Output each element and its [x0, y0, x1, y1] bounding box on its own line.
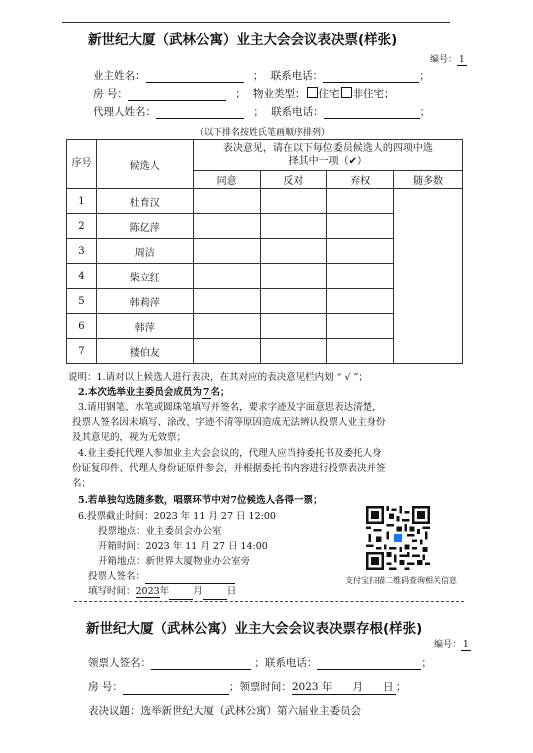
abstain-cell[interactable]: [327, 314, 394, 339]
note-6: 6.投票截止时间：2023 年 11 月 27 日 12:00: [78, 511, 276, 522]
note-4a: 4.业主委托代理人参加业主大会会议的，代理人应当持委托书及委托人身: [78, 448, 382, 459]
candidate-name: 韩莉萍: [96, 289, 193, 314]
abstain-cell[interactable]: [327, 339, 394, 364]
candidate-name: 楼伯友: [96, 339, 193, 364]
vote-table: [66, 139, 463, 364]
agree-cell[interactable]: [193, 264, 260, 289]
header-candidate: 候选人: [96, 140, 193, 189]
stub-phone-field[interactable]: [317, 657, 421, 670]
owner-name-row: 业主姓名： ； 联系电话： ；: [93, 70, 430, 82]
proxy-row: 代理人姓名： ； 联系电话： ；: [93, 106, 431, 118]
header-abstain: 弃权: [327, 171, 394, 189]
qr-code-icon: [366, 506, 430, 570]
fill-month-field[interactable]: [169, 587, 193, 600]
owner-name-field[interactable]: [146, 70, 244, 83]
stub-receiver-field[interactable]: [151, 657, 251, 670]
row-index: 4: [67, 264, 97, 289]
stub-room-field[interactable]: [123, 682, 229, 695]
table-row: [67, 189, 463, 214]
open-time: 开箱时间：2023 年 11 月 27 日 14:00: [98, 541, 268, 552]
cut-line: [74, 601, 464, 602]
abstain-cell[interactable]: [327, 189, 394, 214]
header-index: 序号: [67, 140, 97, 189]
non-residential-checkbox[interactable]: [341, 87, 352, 98]
note-1: 说明：1.请对以上候选人进行表决，在其对应的表决意见栏内划 “ √ ”；: [68, 372, 368, 383]
candidate-name: 柴立红: [96, 264, 193, 289]
row-index: 5: [67, 289, 97, 314]
oppose-cell[interactable]: [260, 214, 327, 239]
row-index: 6: [67, 314, 97, 339]
header-agree: 同意: [193, 171, 260, 189]
abstain-cell[interactable]: [327, 264, 394, 289]
agree-cell[interactable]: [193, 189, 260, 214]
oppose-cell[interactable]: [260, 289, 327, 314]
voter-sign-field[interactable]: [145, 571, 235, 584]
stub-room-row: 房 号： ；领票时间：2023 年 月 日 ；: [88, 681, 407, 693]
oppose-cell[interactable]: [260, 314, 327, 339]
row-index: 2: [67, 214, 97, 239]
header-instruction: 表决意见，请在以下每位委员候选人的四项中选 择其中一项（✔）: [193, 140, 462, 171]
candidate-name: 周洁: [96, 239, 193, 264]
room-row: 房 号： ； 物业类型： 住宅 非住宅；: [93, 88, 395, 100]
oppose-cell[interactable]: [260, 239, 327, 264]
majority-cell[interactable]: [394, 189, 463, 364]
fill-day-field[interactable]: [203, 587, 227, 600]
voter-sign-row: 投票人签名：: [88, 569, 488, 584]
header-oppose: 反对: [260, 171, 327, 189]
vote-place: 投票地点：业主委员会办公室: [98, 526, 222, 537]
room-field[interactable]: [128, 88, 226, 101]
candidate-name: 陈亿萍: [96, 214, 193, 239]
stub-title: 新世纪大厦（武林公寓）业主大会会议表决票存根(样张): [86, 621, 423, 637]
owner-phone-field[interactable]: [323, 70, 419, 83]
note-4b: 份证复印件、代理人身份证原件参会，并根据委托书内容进行投票表决并签: [72, 463, 386, 474]
candidate-name: 杜育汉: [96, 189, 193, 214]
note-5: 5.若单独勾选随多数，唱票环节中对7位候选人各得一票；: [78, 495, 323, 506]
note-3c: 及其意见的，视为无效票；: [72, 432, 187, 443]
qr-caption: 支付宝扫描二维码查询相关信息: [345, 576, 457, 585]
open-place: 开箱地点：新世界大厦物业办公室旁: [98, 556, 251, 567]
abstain-cell[interactable]: [327, 214, 394, 239]
proxy-name-field[interactable]: [156, 106, 244, 119]
proxy-phone-field[interactable]: [324, 106, 420, 119]
row-index: 1: [67, 189, 97, 214]
note-3b: 投票人签名因未填写、涂改、字迹不清等原因造成无法辨认投票人业主身份: [72, 417, 386, 428]
agree-cell[interactable]: [193, 239, 260, 264]
agree-cell[interactable]: [193, 339, 260, 364]
top-rule: [62, 22, 450, 23]
header-majority: 随多数: [394, 171, 463, 189]
oppose-cell[interactable]: [260, 339, 327, 364]
agree-cell[interactable]: [193, 314, 260, 339]
note-4c: 名；: [72, 478, 92, 489]
abstain-cell[interactable]: [327, 239, 394, 264]
residential-checkbox[interactable]: [307, 87, 318, 98]
agree-cell[interactable]: [193, 289, 260, 314]
abstain-cell[interactable]: [327, 289, 394, 314]
ballot-title: 新世纪大厦（武林公寓）业主大会会议表决票(样张): [88, 32, 398, 48]
oppose-cell[interactable]: [260, 189, 327, 214]
stub-topic: 表决议题：选举新世纪大厦（武林公寓）第六届业主委员会: [88, 705, 361, 717]
row-index: 7: [67, 339, 97, 364]
sort-note: （以下排名按姓氏笔画顺序排列）: [195, 128, 331, 138]
fill-time-row: 填写时间：2023年 月 日: [88, 584, 488, 600]
serial-number: 编号： 1: [430, 55, 465, 65]
oppose-cell[interactable]: [260, 264, 327, 289]
stub-receiver-row: 领票人签名： ；联系电话： ；: [88, 657, 432, 669]
row-index: 3: [67, 239, 97, 264]
candidate-name: 韩萍: [96, 314, 193, 339]
stub-serial-number: 编号： 1: [434, 640, 469, 650]
agree-cell[interactable]: [193, 214, 260, 239]
note-3a: 3.请用钢笔、水笔或圆珠笔填写并签名，要求字迹及字面意思表达清楚，: [78, 402, 382, 413]
note-2: 2.本次选举业主委员会成员为7名；: [78, 387, 230, 398]
